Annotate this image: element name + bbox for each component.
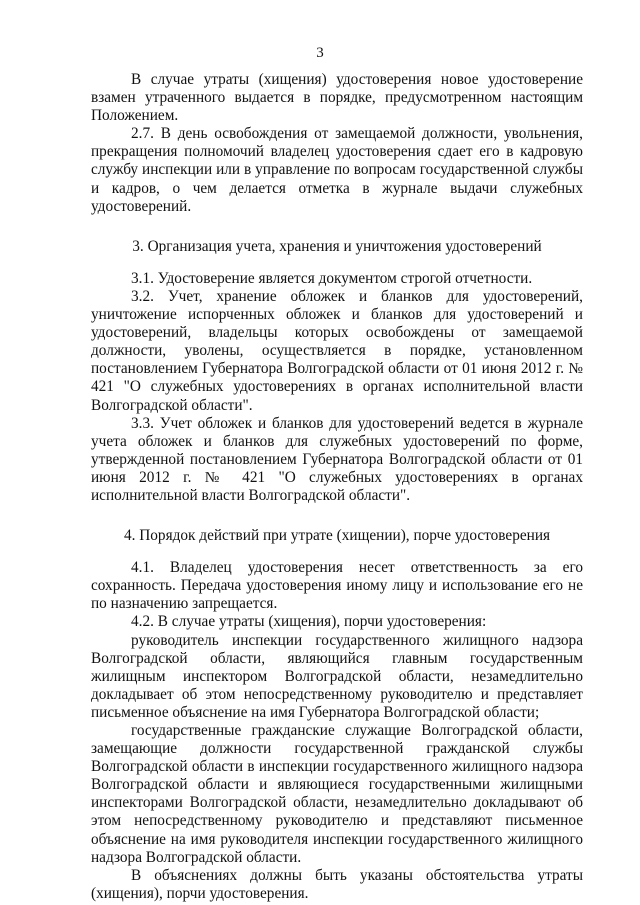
- paragraph-civil-servants: государственные гражданские служащие Волгоградской области, замещающие должности государственной гражданской службы Волгоградской области в инспекции государственного жилищного надзора Волгоградской области и являющиеся государственными жилищными инспекторами Волгоградской области, незамедлительно докладывают об этом непосредственному руководителю и представляют письменное объяснение на имя руководителя инспекции государственного жилищного надзора Волгоградской области.: [91, 722, 583, 866]
- paragraph-2-7: 2.7. В день освобождения от замещаемой должности, увольнения, прекращения полномочий владелец удостоверения сдает его в кадровую службу инспекции или в управление по вопросам государственной службы и кадров, о чем делается отметка в журнале выдачи служебных удостоверений.: [91, 125, 583, 215]
- page-number: 3: [316, 45, 324, 61]
- spacer: [91, 256, 583, 270]
- section-3-heading: 3. Организация учета, хранения и уничтожения удостоверений: [132, 237, 542, 255]
- paragraph-4-2: 4.2. В случае утраты (хищения), порчи удостоверения:: [131, 613, 487, 631]
- paragraph-4-1: 4.1. Владелец удостоверения несет ответственность за его сохранность. Передача удостоверения иному лицу и использование его не по назначению запрещается.: [91, 559, 583, 613]
- paragraph-lost-replacement: В случае утраты (хищения) удостоверения новое удостоверение взамен утраченного выдается в порядке, предусмотренном настоящим Положением.: [91, 71, 583, 125]
- paragraph-3-2: 3.2. Учет, хранение обложек и бланков для удостоверений, уничтожение испорченных обложек и бланков для удостоверений и удостоверений, владельцы которых освобождены от замещаемой должности, уволены, осуществляется в порядке, установленном постановлением Губернатора Волгоградской области от 01 июня 2012 г. № 421 "О служебных удостоверениях в органах исполнительной власти Волгоградской области".: [91, 287, 583, 414]
- document-body: [91, 71, 583, 903]
- spacer: [91, 505, 583, 527]
- paragraph-3-1: 3.1. Удостоверение является документом строгой отчетности.: [131, 269, 533, 287]
- paragraph-explanations: В объяснениях должны быть указаны обстоятельства утраты (хищения), порчи удостоверения.: [91, 866, 583, 902]
- spacer: [91, 216, 583, 238]
- section-4-heading: 4. Порядок действий при утрате (хищении), порче удостоверения: [123, 527, 551, 545]
- spacer: [91, 545, 583, 559]
- paragraph-head-of-inspection: руководитель инспекции государственного жилищного надзора Волгоградской области, являющийся главным государственным жилищным инспектором Волгоградской области, незамедлительно докладывает об этом непосредственному руководителю и представляет письменное объяснение на имя Губернатора Волгоградской области;: [91, 631, 583, 721]
- paragraph-3-3: 3.3. Учет обложек и бланков для удостоверений ведется в журнале учета обложек и бланков для служебных удостоверений по форме, утвержденной постановлением Губернатора Волгоградской области от 01 июня 2012 г. № 421 "О служебных удостоверениях в органах исполнительной власти Волгоградской области".: [91, 414, 583, 504]
